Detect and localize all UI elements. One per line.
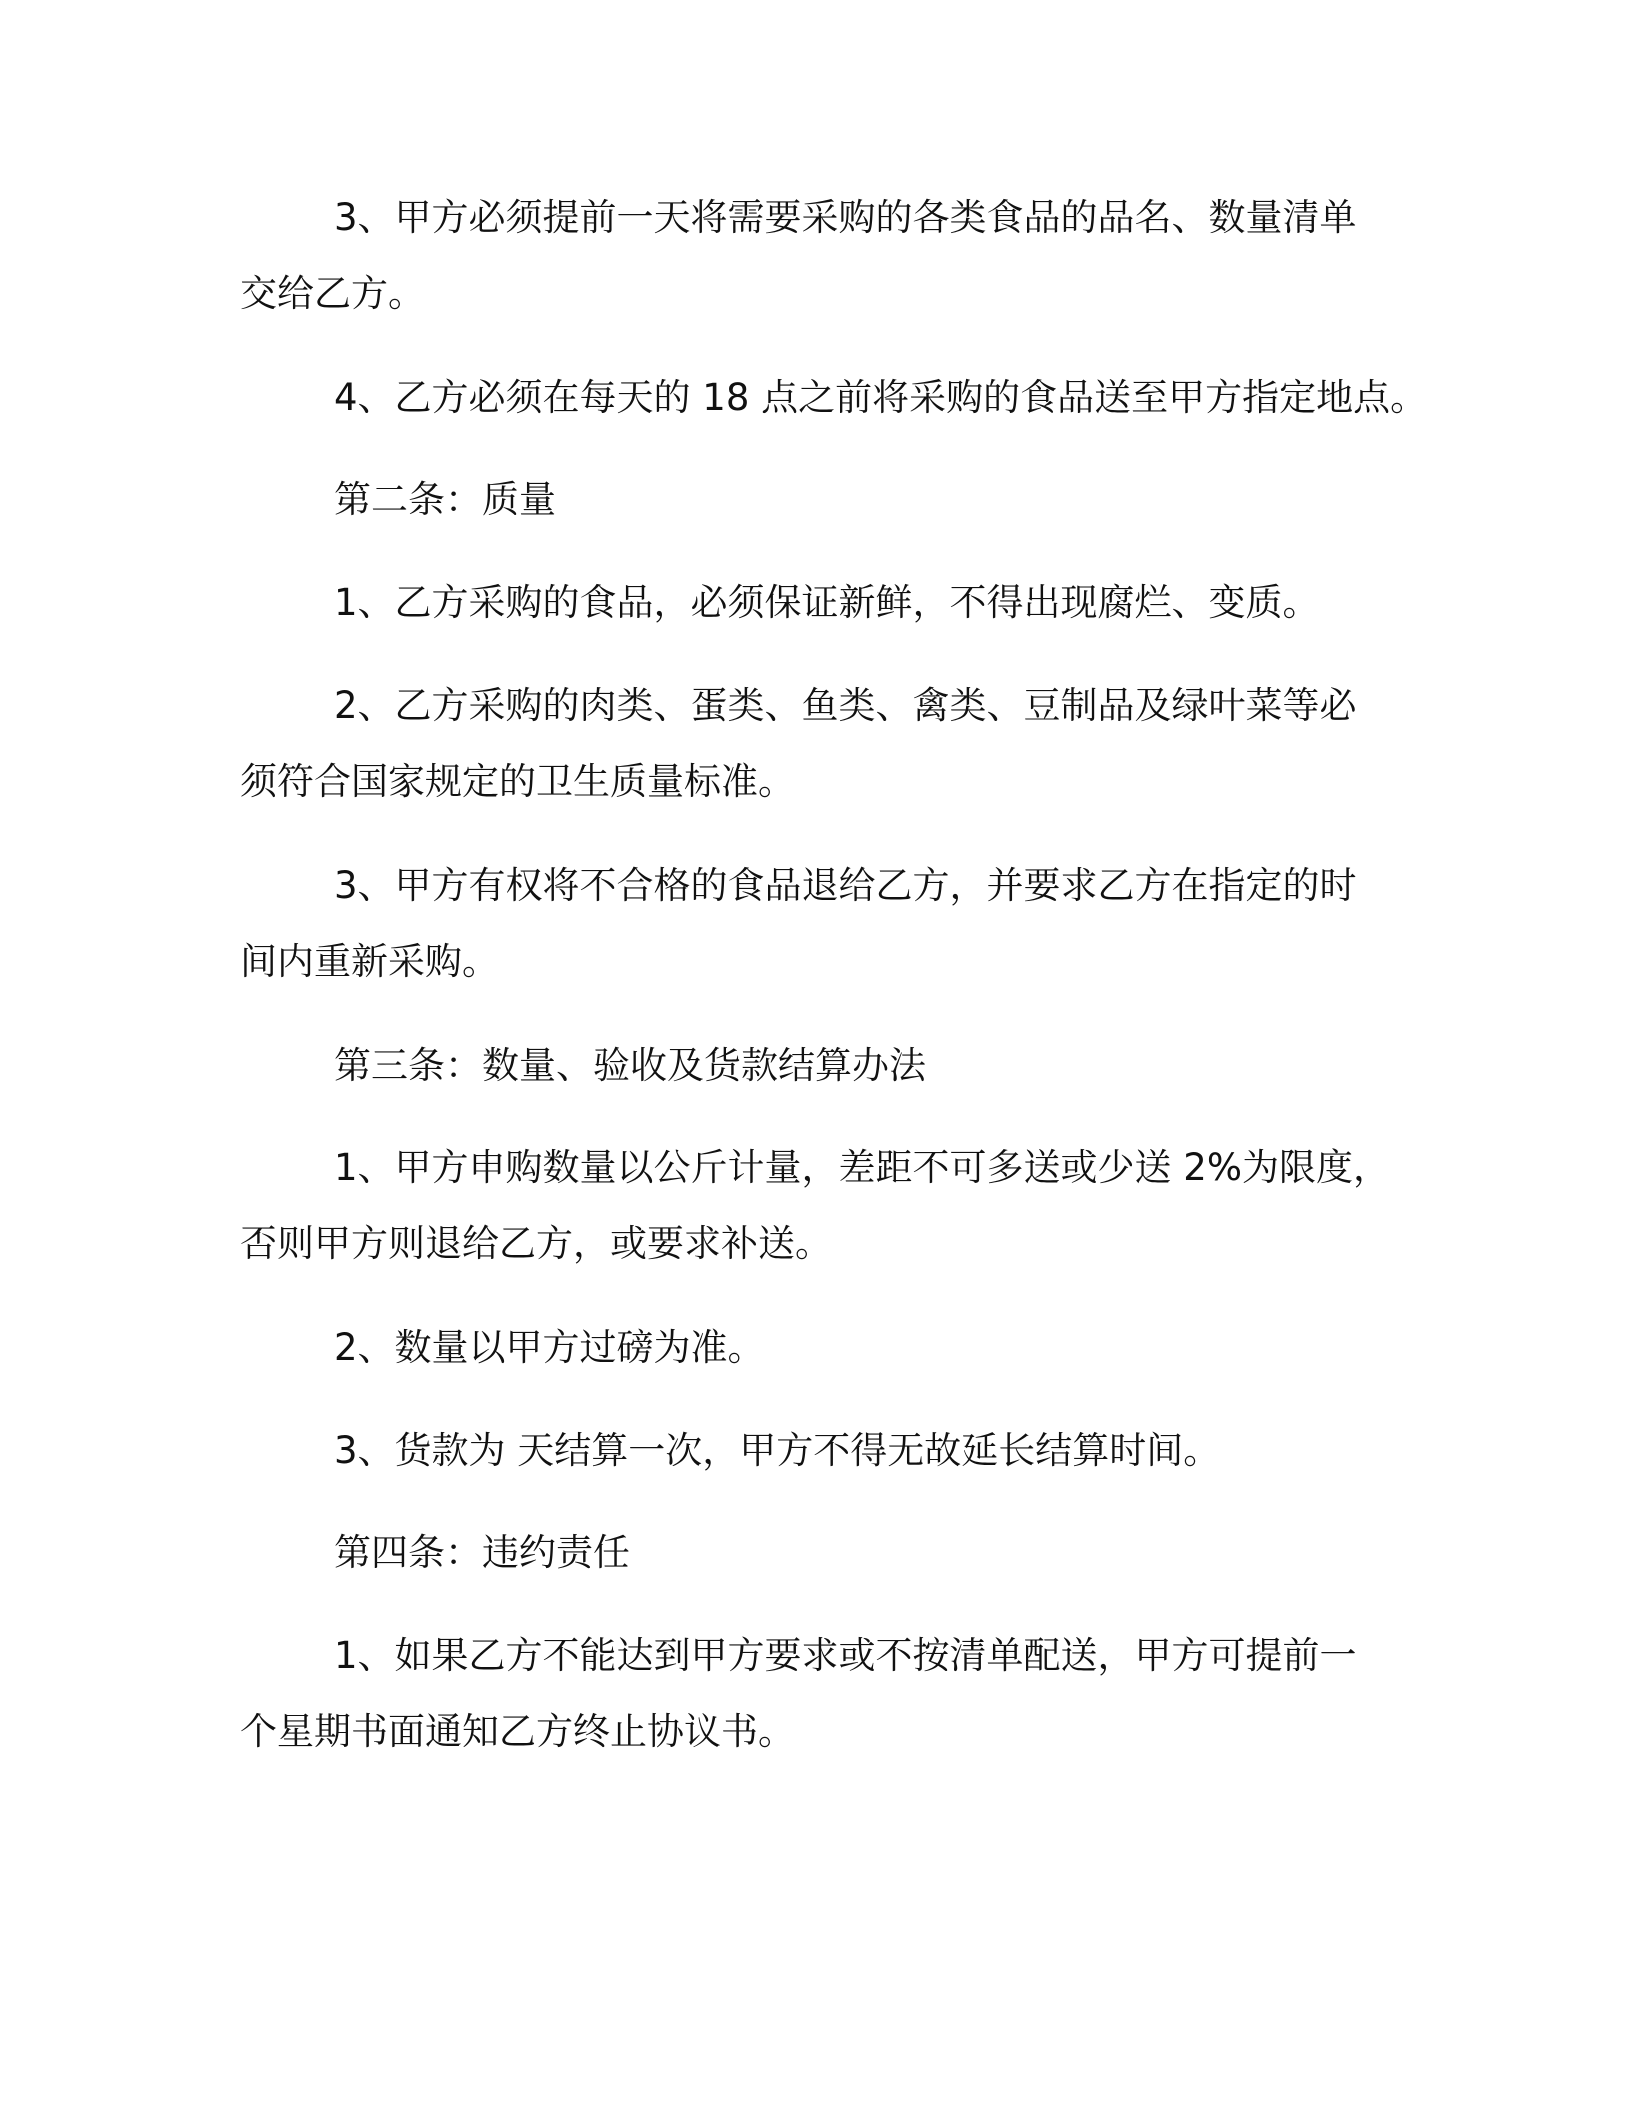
paragraph-line: 3、甲方必须提前一天将需要采购的各类食品的品名、数量清单 <box>334 196 1357 239</box>
paragraph-line: 2、数量以甲方过磅为准。 <box>334 1326 765 1369</box>
section-heading-quality <box>240 462 1420 538</box>
paragraph-line: 3、货款为 天结算一次，甲方不得无故延长结算时间。 <box>334 1429 1221 1472</box>
paragraph-clause2-item1 <box>240 565 1420 641</box>
paragraph-line: 须符合国家规定的卫生质量标准。 <box>240 760 795 803</box>
paragraph-line: 否则甲方则退给乙方，或要求补送。 <box>240 1222 832 1265</box>
paragraph-line: 4、乙方必须在每天的 18 点之前将采购的食品送至甲方指定地点。 <box>334 376 1428 419</box>
section-heading: 第二条：质量 <box>334 478 556 521</box>
paragraph-line: 1、甲方申购数量以公斤计量，差距不可多送或少送 2%为限度， <box>334 1146 1390 1189</box>
paragraph-clause2-item2 <box>240 668 1420 820</box>
paragraph-clause4-item1 <box>240 1618 1420 1770</box>
paragraph-line: 交给乙方。 <box>240 272 425 315</box>
section-heading-quantity <box>240 1028 1420 1104</box>
paragraph-clause1-item4 <box>240 360 1428 436</box>
paragraph-clause3-item1 <box>240 1130 1420 1282</box>
section-heading-liability <box>240 1515 1420 1591</box>
paragraph-clause3-item2 <box>240 1310 1420 1386</box>
paragraph-clause3-item3 <box>240 1413 1420 1489</box>
paragraph-line: 1、如果乙方不能达到甲方要求或不按清单配送，甲方可提前一 <box>334 1634 1357 1677</box>
paragraph-clause1-item3 <box>240 180 1420 332</box>
section-heading: 第四条：违约责任 <box>334 1531 630 1574</box>
paragraph-line: 1、乙方采购的食品，必须保证新鲜，不得出现腐烂、变质。 <box>334 581 1320 624</box>
paragraph-line: 2、乙方采购的肉类、蛋类、鱼类、禽类、豆制品及绿叶菜等必 <box>334 684 1357 727</box>
paragraph-line: 间内重新采购。 <box>240 940 499 983</box>
paragraph-clause2-item3 <box>240 848 1420 1000</box>
section-heading: 第三条：数量、验收及货款结算办法 <box>334 1044 926 1087</box>
paragraph-line: 3、甲方有权将不合格的食品退给乙方，并要求乙方在指定的时 <box>334 864 1357 907</box>
paragraph-line: 个星期书面通知乙方终止协议书。 <box>240 1710 795 1753</box>
